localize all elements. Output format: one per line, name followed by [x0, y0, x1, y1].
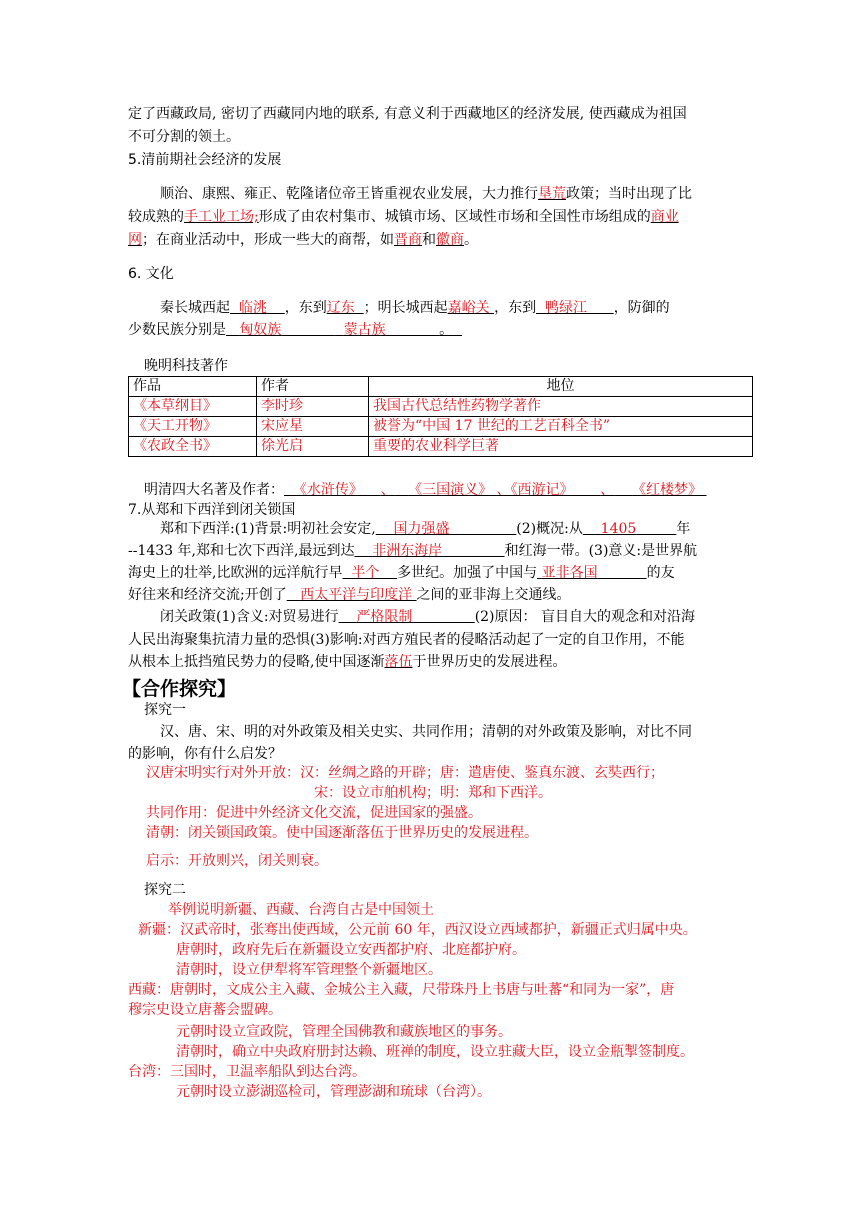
blank-answer: 《水浒传》 、 《三国演义》 、《西游记》 、 《红楼梦》: [292, 482, 703, 498]
blank-answer: 1405: [600, 521, 637, 537]
inquiry-1-answer-5: 启示：开放则兴，闭关则衰。: [146, 853, 328, 869]
section-5-line-2: 较成熟的手工业工场;形成了由农村集市、城镇市场、区域性市场和全国性市场组成的商业: [128, 209, 679, 225]
section-7-line-3: 海史上的壮举,比欧洲的远洋航行早 半个 多世纪。加强了中国与 亚非各国 的友: [128, 565, 675, 581]
section-7-line-7: 从根本上抵挡殖民势力的侵略,使中国逐渐落伍于世界历史的发展进程。: [128, 654, 567, 670]
coop-heading: 【合作探究】: [122, 678, 237, 700]
section-6-line-1: 秦长城西起 临洮 ，东到辽东 ；明长城西起嘉峪关 ，东到 鸭绿江 ，防御的: [160, 300, 670, 316]
section-7-line-5: 闭关政策(1)含义:对贸易进行 严格限制 (2)原因： 盲目自大的观念和对沿海: [160, 609, 695, 625]
table-cell: 《本草纲目》: [129, 397, 257, 417]
table-header: 作者: [257, 377, 369, 397]
table-row: [129, 417, 753, 437]
inquiry-1-answer-3: 共同作用：促进中外经济文化交流，促进国家的强盛。: [146, 805, 482, 821]
novels-line: 明清四大名著及作者： 《水浒传》 、 《三国演义》 、《西游记》 、 《红楼梦》: [144, 480, 707, 500]
blank-answer: 商业: [650, 209, 679, 225]
table-caption: 晚明科技著作: [144, 358, 228, 374]
section-7-line-1: 郑和下西洋:(1)背景:明初社会安定, 国力强盛 (2)概况:从 1405 年: [160, 521, 691, 537]
blank-answer: 西太平洋与印度洋: [300, 587, 413, 603]
blank-answer: 临洮: [238, 300, 267, 316]
inquiry-1-question-1: 汉、唐、宋、明的对外政策及相关史实、共同作用；清朝的对外政策及影响，对比不同: [160, 724, 692, 740]
inquiry-1-answer-4: 清朝：闭关锁国政策。使中国逐渐落伍于世界历史的发展进程。: [146, 825, 538, 841]
blank-answer: 蒙古族: [343, 322, 386, 338]
table-cell: 《天工开物》: [129, 417, 257, 437]
intro-line-1: 定了西藏政局, 密切了西藏同内地的联系, 有意义利于西藏地区的经济发展, 使西藏成为祖国: [128, 106, 687, 122]
table-cell: 被誉为“中国 17 世纪的工艺百科全书”: [369, 417, 753, 437]
table-row: [129, 397, 753, 417]
blank-answer: 垦荒: [538, 186, 566, 202]
blank-answer: 严格限制: [356, 609, 413, 625]
section-7-line-6: 人民出海聚集抗清力量的恐惧(3)影响:对西方殖民者的侵略活动起了一定的自卫作用，不能: [128, 632, 685, 648]
table-header: 作品: [129, 377, 257, 397]
inquiry-1-question-2: 的影响，你有什么启发？: [128, 746, 282, 762]
intro-line-2: 不可分割的领土。: [128, 129, 240, 145]
section-7-line-2: --1433 年,郑和七次下西洋,最远到达 非洲东海岸 和红海一带。(3)意义:是世界航: [128, 543, 698, 559]
blank-answer: 国力强盛: [393, 521, 450, 537]
inquiry-2-line-9: 元朝时设立澎湖巡检司，管理澎湖和琉球（台湾）。: [176, 1084, 491, 1100]
tech-works-table: [128, 376, 753, 457]
table-cell: 重要的农业科学巨著: [369, 437, 753, 457]
blank-answer: 亚非各国: [541, 565, 598, 581]
section-6-heading: 6. 文化: [128, 266, 174, 282]
inquiry-1-title: 探究一: [144, 702, 186, 718]
inquiry-2-line-1: 新疆：汉武帝时，张骞出使西域，公元前 60 年，西汉设立西域都护，新疆正式归属中央。: [138, 922, 697, 938]
section-5-line-1: 顺治、康熙、雍正、乾隆诸位帝王皆重视农业发展，大力推行垦荒政策；当时出现了比: [160, 186, 692, 202]
inquiry-1-answer-2: 宋：设立市舶机构；明：郑和下西洋。: [314, 785, 552, 801]
blank-answer: 徽商: [436, 232, 464, 248]
inquiry-2-title: 探究二: [144, 882, 186, 898]
inquiry-2-line-2: 唐朝时，政府先后在新疆设立安西都护府、北庭都护府。: [176, 942, 526, 958]
table-cell: 宋应星: [257, 417, 369, 437]
table-header: 地位: [369, 377, 753, 397]
blank-answer: 半个: [351, 565, 380, 581]
inquiry-2-line-3: 清朝时，设立伊犁将军管理整个新疆地区。: [176, 962, 442, 978]
table-cell: 李时珍: [257, 397, 369, 417]
inquiry-2-question: 举例说明新疆、西藏、台湾自古是中国领土: [168, 902, 434, 918]
inquiry-2-line-6: 元朝时设立宣政院，管理全国佛教和藏族地区的事务。: [176, 1024, 512, 1040]
blank-answer: 非洲东海岸: [372, 543, 443, 559]
section-6-line-2: 少数民族分别是 匈奴族 蒙古族 。: [128, 322, 454, 338]
table-cell: 我国古代总结性药物学著作: [369, 397, 753, 417]
blank-answer: 嘉峪关: [447, 300, 490, 316]
inquiry-2-line-5: 穆宗史设立唐蕃会盟碑。: [128, 1002, 282, 1018]
table-row: [129, 437, 753, 457]
table-header-row: [129, 377, 753, 397]
section-5-heading: 5.清前期社会经济的发展: [128, 152, 282, 168]
blank-answer: 鸭绿江: [544, 300, 587, 316]
section-7-heading: 7.从郑和下西洋到闭关锁国: [128, 502, 296, 518]
inquiry-2-line-8: 台湾：三国时，卫温率船队到达台湾。: [128, 1064, 366, 1080]
blank-answer: 匈奴族: [239, 322, 282, 338]
table-cell: 徐光启: [257, 437, 369, 457]
blank-answer: 手工业工场;: [184, 209, 259, 225]
section-5-line-3: 网；在商业活动中，形成一些大的商帮，如晋商和徽商。: [128, 232, 478, 248]
inquiry-1-answer-1: 汉唐宋明实行对外开放：汉：丝绸之路的开辟；唐：遣唐使、鉴真东渡、玄奘西行；: [146, 765, 664, 781]
blank-answer: 落伍: [384, 654, 413, 670]
blank-answer: 辽东: [326, 300, 355, 316]
table-cell: 《农政全书》: [129, 437, 257, 457]
inquiry-2-line-4: 西藏：唐朝时，文成公主入藏、金城公主入藏，尺带珠丹上书唐与吐蕃“和同为一家”，唐: [128, 982, 675, 998]
blank-answer: 晋商: [394, 232, 422, 248]
section-7-line-4: 好往来和经济交流;开创了 西太平洋与印度洋 之间的亚非海上交通线。: [128, 587, 571, 603]
inquiry-2-line-7: 清朝时，确立中央政府册封达赖、班禅的制度，设立驻藏大臣，设立金瓶掣签制度。: [176, 1044, 694, 1060]
blank-answer: 网: [128, 232, 142, 248]
